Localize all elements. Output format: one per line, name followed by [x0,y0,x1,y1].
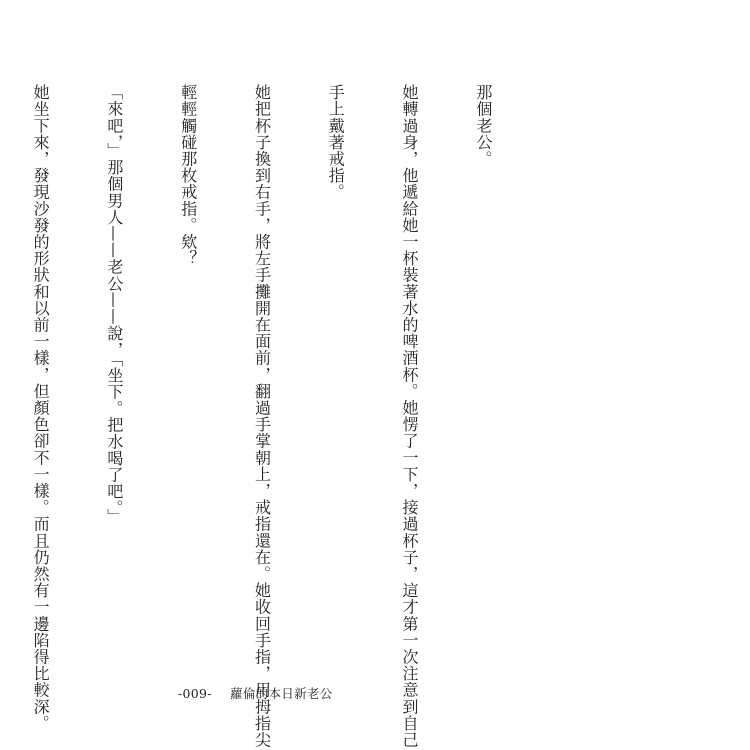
text-column: 輕輕觸碰那枚戒指。欸？ [178,84,198,267]
text-column: 那個老公。 [473,84,493,167]
text-column: 「來吧，」那個男人——老公——說，「坐下。把水喝了吧。」 [104,84,124,525]
text-column: 她轉過身，他遞給她一杯裝著水的啤酒杯。她愣了一下，接過杯子，這才第一次注意到自己 [400,84,420,748]
text-column: 手上戴著戒指。 [326,84,346,201]
text-column: 她把杯子換到右手，將左手攤開在面前，翻過手掌朝上，戒指還在。她收回手指，用拇指尖 [252,84,272,748]
text-column: 她坐下來，發現沙發的形狀和以前一樣，但顏色卻不一樣。而且仍然有一邊陷得比較深。 [31,84,51,732]
running-title: 蘿倫的本日新老公 [230,686,333,701]
page-footer [178,684,333,702]
page-number: -009- [178,686,212,701]
